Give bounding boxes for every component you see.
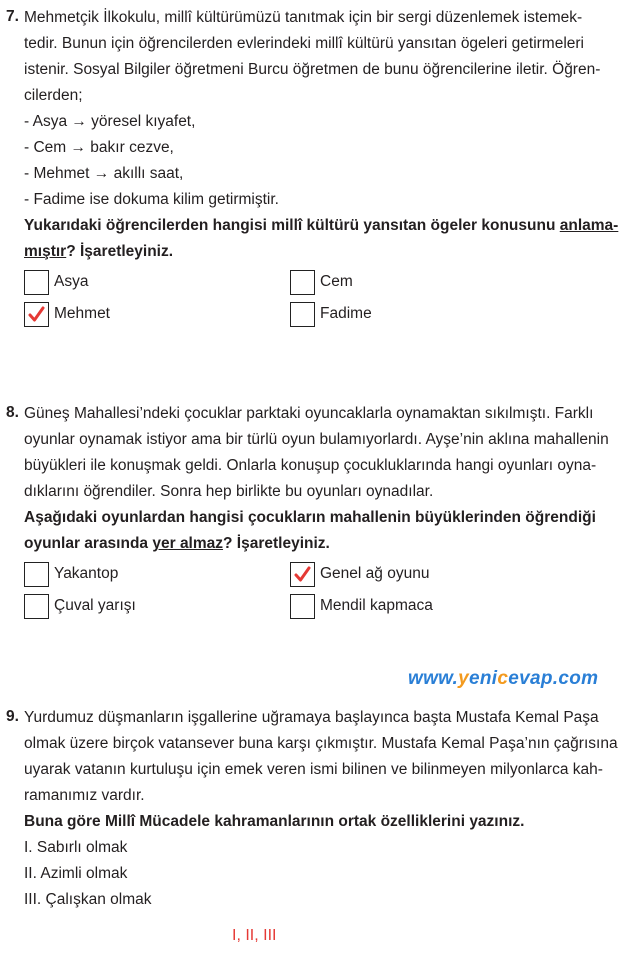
answer-item: I. Sabırlı olmak bbox=[24, 839, 128, 856]
option-fadime[interactable] bbox=[290, 300, 372, 328]
question-prompt-line: Buna göre Millî Mücadele kahramanlarının ortak özelliklerini yazınız. bbox=[24, 813, 525, 830]
option-label: Asya bbox=[54, 273, 89, 290]
answer-text: I, II, III bbox=[232, 927, 277, 944]
option-label: Mendil kapmaca bbox=[320, 597, 433, 614]
question-prompt-line: mıştır? İşaretleyiniz. bbox=[24, 243, 174, 260]
question-prompt-line: Aşağıdaki oyunlardan hangisi çocukların mahallenin büyüklerinden öğrendiği bbox=[24, 509, 596, 526]
question-text-line: olmak üzere birçok vatansever buna karşı çıkmıştır. Mustafa Kemal Paşa’nın çağrısına bbox=[24, 735, 618, 752]
option-label: Mehmet bbox=[54, 305, 110, 322]
question-text-line: cilerden; bbox=[24, 87, 83, 104]
question-text-line: Yurdumuz düşmanların işgallerine uğramaya başlayınca başta Mustafa Kemal Paşa bbox=[24, 709, 599, 726]
option-cuval-yarisi[interactable] bbox=[24, 592, 136, 620]
question-text-line: - Fadime ise dokuma kilim getirmiştir. bbox=[24, 191, 279, 208]
watermark-logo: www.yenicevap.com bbox=[408, 668, 599, 689]
question-text-line: uyarak vatanın kurtuluşu için emek veren ismi bilinen ve bilinmeyen milyonlarca kah- bbox=[24, 761, 603, 778]
option-asya[interactable] bbox=[24, 268, 88, 296]
question-text-line: istenir. Sosyal Bilgiler öğretmeni Burcu öğretmen de bunu öğrencilerine iletir. Öğren- bbox=[24, 61, 601, 78]
checkbox[interactable] bbox=[24, 594, 49, 619]
check-mark-icon bbox=[294, 566, 311, 583]
question-number: 9. bbox=[6, 708, 19, 725]
option-label: Fadime bbox=[320, 305, 372, 322]
question-text-line: Mehmetçik İlkokulu, millî kültürümüzü tanıtmak için bir sergi düzenlemek istemek- bbox=[24, 9, 583, 26]
question-text-line: Güneş Mahallesi’ndeki çocuklar parktaki oyuncaklarla oynamaktan sıkılmıştı. Farklı bbox=[24, 405, 594, 422]
checkbox[interactable] bbox=[290, 270, 315, 295]
checkbox[interactable] bbox=[24, 302, 49, 327]
question-number: 8. bbox=[6, 404, 19, 421]
option-mendil-kapmaca[interactable] bbox=[290, 592, 433, 620]
checkbox[interactable] bbox=[24, 562, 49, 587]
option-label: Yakantop bbox=[54, 565, 119, 582]
option-label: Cem bbox=[320, 273, 353, 290]
check-mark-icon bbox=[28, 306, 45, 323]
question-text-line: - Cem → bakır cezve, bbox=[24, 139, 174, 156]
question-prompt-line: oyunlar arasında yer almaz? İşaretleyiniz. bbox=[24, 535, 330, 552]
question-prompt-line: Yukarıdaki öğrencilerden hangisi millî kültürü yansıtan ögeler konusunu anlama- bbox=[24, 217, 619, 234]
checkbox[interactable] bbox=[24, 270, 49, 295]
option-cem[interactable] bbox=[290, 268, 353, 296]
question-text-line: tedir. Bunun için öğrencilerden evlerindeki millî kültürü yansıtan ögeleri getirmeleri bbox=[24, 35, 585, 52]
question-text-line: ramanımız vardır. bbox=[24, 787, 145, 804]
question-text-line: - Asya → yöresel kıyafet, bbox=[24, 113, 196, 130]
question-text-line: dıklarını öğrendiler. Sonra hep birlikte bu oyunları oynadılar. bbox=[24, 483, 434, 500]
answer-item: III. Çalışkan olmak bbox=[24, 891, 152, 908]
option-label: Çuval yarışı bbox=[54, 597, 136, 614]
answer-item: II. Azimli olmak bbox=[24, 865, 128, 882]
option-label: Genel ağ oyunu bbox=[320, 565, 430, 582]
question-text-line: büyükleri ile konuşmak geldi. Onlarla konuşup çocukluklarında hangi oyunları oyna- bbox=[24, 457, 597, 474]
option-genel-ag-oyunu[interactable] bbox=[290, 560, 429, 588]
checkbox[interactable] bbox=[290, 594, 315, 619]
question-number: 7. bbox=[6, 8, 19, 25]
option-mehmet[interactable] bbox=[24, 300, 110, 328]
question-text-line: - Mehmet → akıllı saat, bbox=[24, 165, 184, 182]
option-yakantop[interactable] bbox=[24, 560, 118, 588]
question-text-line: oyunlar oynamak istiyor ama bir türlü oyun bulamıyorlardı. Ayşe’nin aklına mahallenin bbox=[24, 431, 609, 448]
checkbox[interactable] bbox=[290, 562, 315, 587]
checkbox[interactable] bbox=[290, 302, 315, 327]
